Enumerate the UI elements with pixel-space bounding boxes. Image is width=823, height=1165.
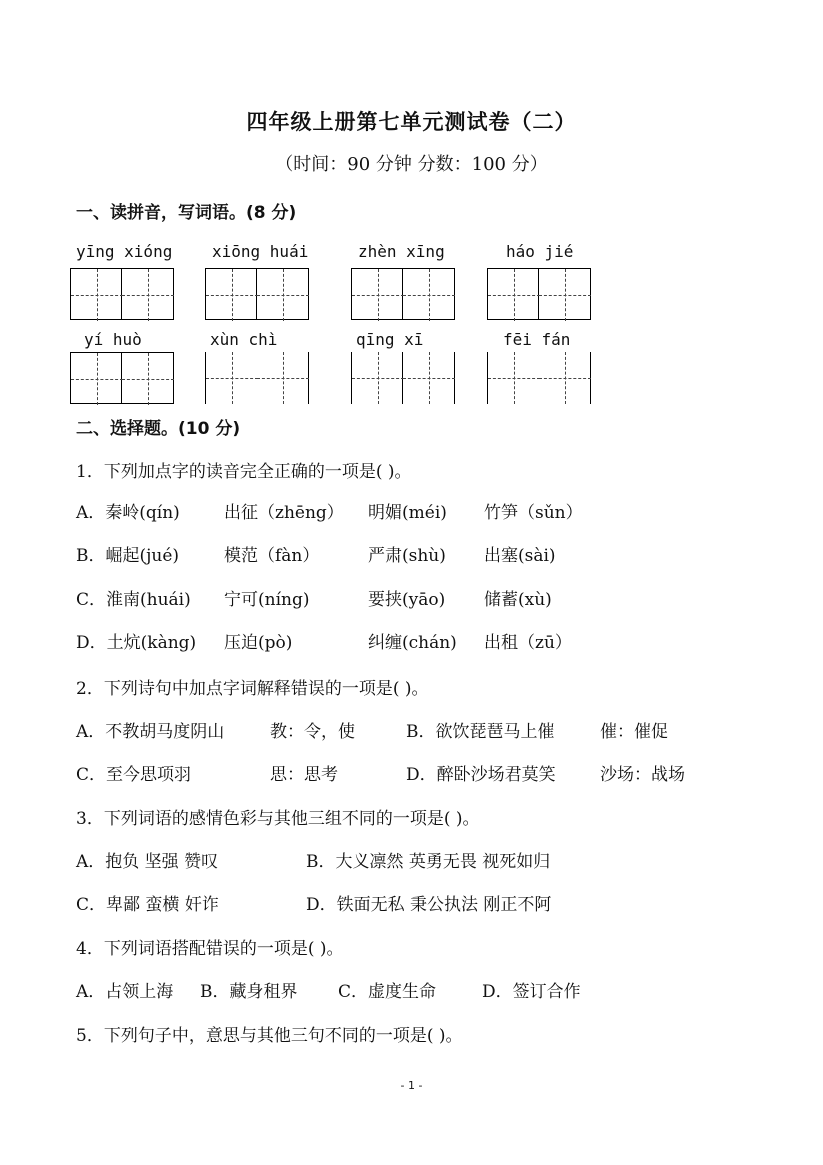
q1-b-4: 出塞(sài): [484, 546, 556, 566]
q2-d[interactable]: D．醉卧沙场君莫笑: [406, 765, 556, 785]
pinyin-6: xùn chì: [210, 330, 278, 349]
q4-b[interactable]: B．藏身租界: [200, 982, 298, 1002]
q4-c[interactable]: C．虚度生命: [338, 982, 437, 1002]
pinyin-1: yīng xióng: [76, 242, 173, 261]
q1-a-4: 竹笋（sǔn）: [484, 503, 583, 523]
q2-a[interactable]: A．不教胡马度阴山: [76, 722, 225, 742]
q1-c-1[interactable]: C．淮南(huái): [76, 590, 191, 610]
q1-a-2: 出征（zhēng）: [224, 503, 344, 523]
page-number: - 1 -: [400, 1079, 423, 1092]
pinyin-4: háo jié: [506, 242, 574, 261]
q1-c-3: 要挟(yāo): [368, 590, 446, 610]
pinyin-2: xiōng huái: [212, 242, 309, 261]
pinyin-3: zhèn xīng: [358, 242, 445, 261]
writing-box-2[interactable]: [205, 268, 309, 320]
q1-c-4: 储蓄(xù): [484, 590, 552, 610]
writing-box-4[interactable]: [487, 268, 591, 320]
q3-d[interactable]: D．铁面无私 秉公执法 刚正不阿: [306, 895, 552, 915]
writing-box-8[interactable]: [487, 352, 591, 404]
q2-stem: 2．下列诗句中加点字词解释错误的一项是( )。: [76, 679, 429, 699]
section2-heading: 二、选择题。(10 分): [76, 419, 241, 439]
q2-c-explain: 思：思考: [270, 765, 338, 785]
writing-box-3[interactable]: [351, 268, 455, 320]
pinyin-8: fēi fán: [503, 330, 571, 349]
q1-a-1[interactable]: A．秦岭(qín): [76, 503, 180, 523]
q1-d-1[interactable]: D．土炕(kàng): [76, 633, 197, 653]
q2-c[interactable]: C．至今思项羽: [76, 765, 192, 785]
page-title: 四年级上册第七单元测试卷（二）: [246, 109, 577, 134]
q4-a[interactable]: A．占领上海: [76, 982, 174, 1002]
writing-box-6[interactable]: [205, 352, 309, 404]
pinyin-5: yí huò: [84, 330, 142, 349]
exam-info: （时间：90 分钟 分数：100 分）: [275, 154, 548, 175]
q1-b-1[interactable]: B．崛起(jué): [76, 546, 180, 566]
q1-b-2: 模范（fàn）: [224, 546, 320, 566]
q1-c-2: 宁可(níng): [224, 590, 310, 610]
q2-b-explain: 催：催促: [600, 722, 668, 742]
q2-b[interactable]: B．欲饮琵琶马上催: [406, 722, 555, 742]
q1-stem: 1．下列加点字的读音完全正确的一项是( )。: [76, 462, 412, 482]
pinyin-7: qīng xī: [356, 330, 424, 349]
writing-box-1[interactable]: [70, 268, 174, 320]
q3-a[interactable]: A．抱负 坚强 赞叹: [76, 852, 219, 872]
q1-d-3: 纠缠(chán): [368, 633, 457, 653]
writing-box-5[interactable]: [70, 352, 174, 404]
q3-c[interactable]: C．卑鄙 蛮横 奸诈: [76, 895, 219, 915]
q5-stem: 5．下列句子中，意思与其他三句不同的一项是( )。: [76, 1026, 463, 1046]
q2-d-explain: 沙场：战场: [600, 765, 685, 785]
q3-b[interactable]: B．大义凛然 英勇无畏 视死如归: [306, 852, 551, 872]
q2-a-explain: 教：令，使: [270, 722, 355, 742]
q1-d-2: 压迫(pò): [224, 633, 293, 653]
q3-stem: 3．下列词语的感情色彩与其他三组不同的一项是( )。: [76, 809, 480, 829]
q1-b-3: 严肃(shù): [368, 546, 446, 566]
section1-heading: 一、读拼音，写词语。(8 分): [76, 203, 297, 223]
q4-stem: 4．下列词语搭配错误的一项是( )。: [76, 939, 344, 959]
q4-d[interactable]: D．签订合作: [482, 982, 581, 1002]
writing-box-7[interactable]: [351, 352, 455, 404]
q1-a-3: 明媚(méi): [368, 503, 447, 523]
q1-d-4: 出租（zū）: [484, 633, 572, 653]
